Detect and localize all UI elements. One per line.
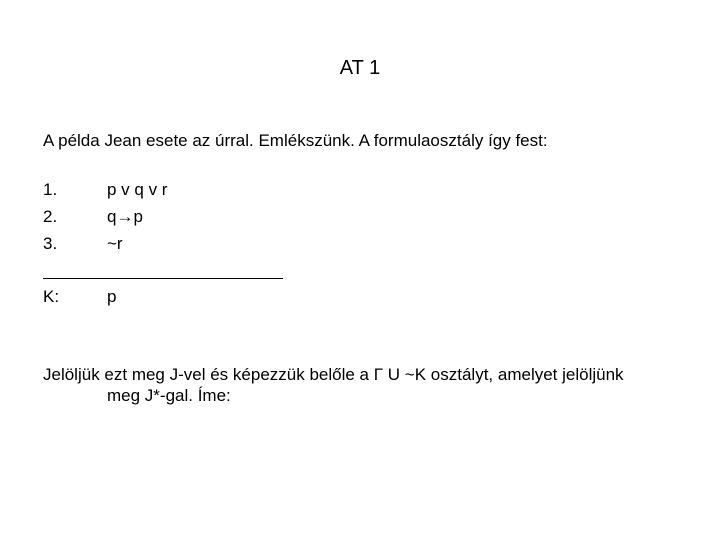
paragraph-line-2: meg J*-gal. Íme: <box>107 386 231 405</box>
premise-2 <box>43 207 143 227</box>
intro-text: A példa Jean esete az úrral. Emlékszünk. A formulaosztály így fest: <box>43 131 548 150</box>
premise-3 <box>43 234 123 254</box>
premise-formula: q→p <box>107 207 143 226</box>
page-title: AT 1 <box>339 57 381 79</box>
body-paragraph <box>43 364 683 406</box>
premise-number: 1. <box>43 180 58 199</box>
premise-1 <box>43 180 167 200</box>
conclusion-formula: p <box>107 287 117 306</box>
premise-formula: p v q v r <box>107 180 168 199</box>
premise-number: 3. <box>43 234 58 253</box>
conclusion-label: K: <box>43 287 60 306</box>
paragraph-line-1: Jelöljük ezt meg J-vel és képezzük belőle a Γ U ~K osztályt, amelyet jelöljünk <box>43 365 624 384</box>
conclusion <box>43 287 116 307</box>
premise-number: 2. <box>43 207 58 226</box>
conclusion-divider <box>43 278 283 279</box>
premise-formula: ~r <box>107 234 123 253</box>
